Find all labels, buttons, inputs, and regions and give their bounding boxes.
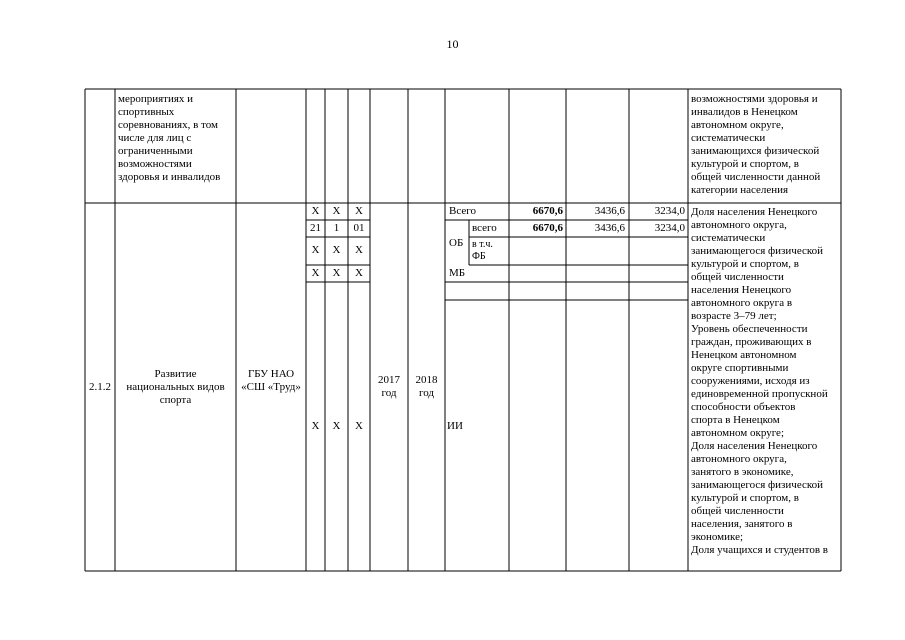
- code-cell: 1: [333, 222, 340, 234]
- row-executor: ГБУ НАО «СШ «Труд»: [241, 368, 301, 393]
- page-number: 10: [446, 37, 459, 51]
- ob-value: 3234,0: [654, 222, 685, 234]
- ob-value: 3436,6: [594, 222, 625, 234]
- row-end-year: 2018 год: [415, 374, 438, 399]
- ob-value: 6670,6: [532, 222, 563, 234]
- source-ob-total-label: всего: [472, 222, 497, 234]
- total-value: 6670,6: [532, 205, 563, 217]
- code-cell: Х: [311, 420, 320, 432]
- source-ii-label: ИИ: [447, 420, 463, 432]
- code-cell: 01: [353, 222, 365, 234]
- row-start-year: 2017 год: [378, 374, 400, 399]
- total-value: 3234,0: [654, 205, 685, 217]
- top-row-name: мероприятиях и спортивных соревнованиях, в том числе для лиц с ограниченными возможностями здоровья и инвалидов: [118, 93, 221, 183]
- source-ob-fb-label: в т.ч. ФБ: [472, 239, 493, 262]
- code-cell: Х: [355, 205, 363, 217]
- code-cell: Х: [332, 205, 341, 217]
- code-cell: Х: [332, 267, 341, 279]
- code-cell: Х: [332, 420, 341, 432]
- row-name: Развитие национальных видов спорта: [126, 368, 225, 406]
- source-ob-label: ОБ: [449, 237, 464, 249]
- source-total-label: Всего: [449, 205, 476, 217]
- top-row-indicator: возможностями здоровья и инвалидов в Ненецком автономном округе, систематически занимающихся физической культурой и спортом, в общей численности данной категории населения: [691, 93, 821, 196]
- code-cell: 21: [310, 222, 321, 234]
- code-cell: Х: [311, 244, 320, 256]
- total-value: 3436,6: [594, 205, 625, 217]
- code-cell: Х: [355, 267, 363, 279]
- code-cell: Х: [311, 267, 320, 279]
- code-cell: Х: [355, 420, 363, 432]
- code-cell: Х: [355, 244, 363, 256]
- code-cell: Х: [311, 205, 320, 217]
- code-cell: Х: [332, 244, 341, 256]
- row-indicator: Доля населения Ненецкого автономного округа, систематически занимающегося физической культурой и спортом, в общей численности населения Ненецкого автономного округа в возрасте 3–79 лет; Уровень обеспеченности граждан, проживающих в Ненецком автономном округе спортивными сооружениями, исходя из единовременной пропускной способности объектов спорта в Ненецком автономном округе; Доля населения Ненецкого автономного округа, занятого в экономике, занимающегося физической культурой и спортом, в общей численности населения, занятого в экономике; Доля учащихся и студентов в: [691, 206, 828, 556]
- row-number: 2.1.2: [89, 381, 111, 393]
- source-mb-label: МБ: [449, 267, 466, 279]
